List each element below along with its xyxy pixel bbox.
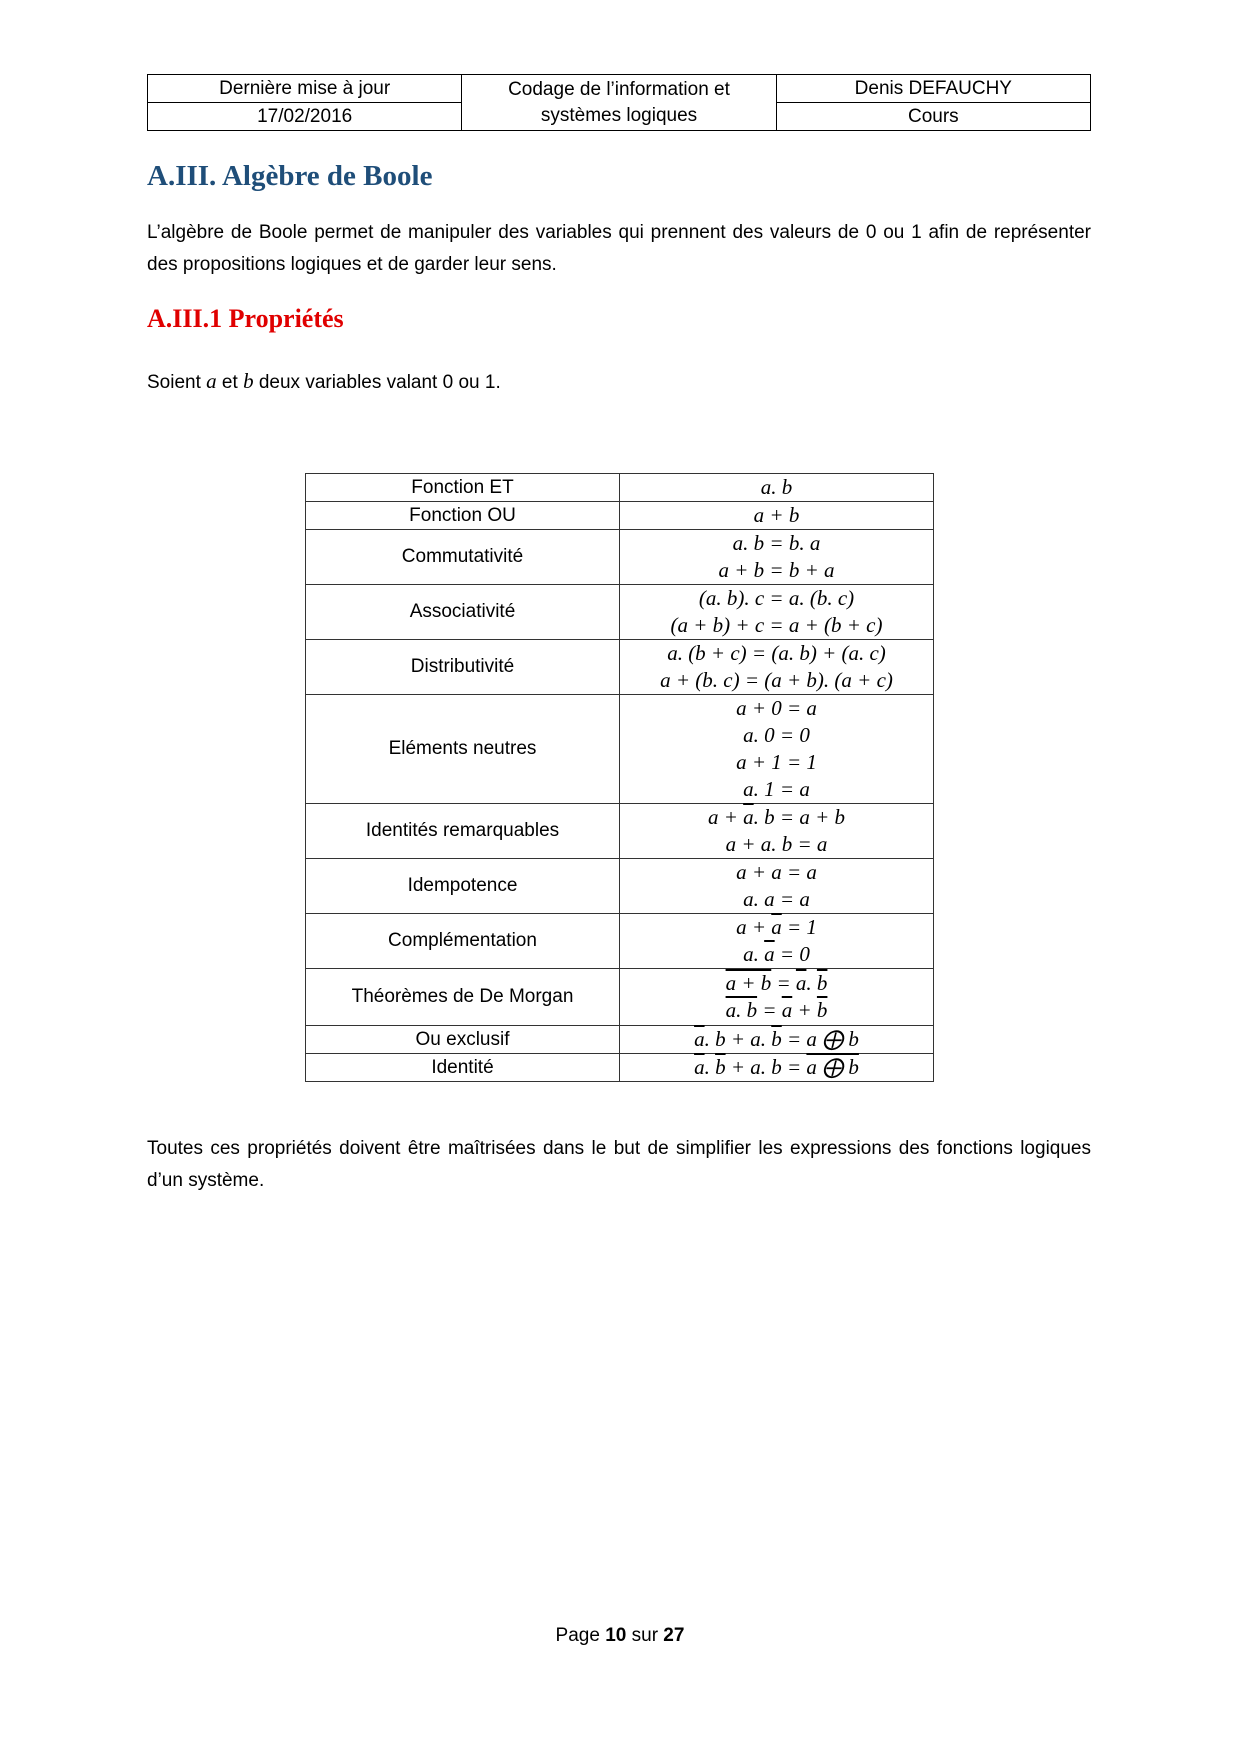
formula [620, 970, 933, 997]
course-title [462, 75, 776, 131]
property-name: Fonction OU [306, 502, 620, 530]
negated-term: $\overline{a}$ [764, 942, 775, 966]
property-name: Complémentation [306, 914, 620, 969]
table-row [306, 804, 934, 859]
formula [620, 640, 933, 667]
variables-statement [147, 365, 1091, 399]
formula-part: a. b [760, 475, 793, 499]
property-formulas [620, 1026, 934, 1054]
formula-part: = [757, 998, 782, 1022]
subsection-title: A.III.1 Propriétés [147, 304, 344, 333]
property-name: Fonction ET [306, 474, 620, 502]
table-row [306, 585, 934, 640]
negated-term: $\overline{a}$ [795, 971, 807, 995]
conclusion-paragraph: Toutes ces propriétés doivent être maîtrisées dans le but de simplifier les expressions des fonctions logiques d’un système. [147, 1138, 1091, 1191]
negated-term: $\overline{b}$ [816, 998, 828, 1022]
current-page: 10 [605, 1625, 627, 1646]
property-formulas [620, 502, 934, 530]
property-formulas [620, 804, 934, 859]
text: et [216, 372, 244, 393]
table-row [306, 1054, 934, 1082]
formula-part: a. b = b. a [732, 531, 821, 555]
formula-part: . b + a. [704, 1027, 772, 1051]
formula-part: a. 1 = a [743, 777, 810, 801]
negated-term: $\overline{a}$ [694, 1055, 705, 1079]
formula-part: a + a. b = a [725, 832, 828, 856]
formula [620, 530, 933, 557]
table-row [306, 530, 934, 585]
formula [620, 831, 933, 858]
formula-part: . b = a + b [753, 805, 845, 829]
formula-part: a + a = a [736, 860, 817, 884]
page-label: Page [555, 1625, 606, 1646]
var-b: b [243, 369, 254, 393]
table-row [306, 474, 934, 502]
negated-term: $\overline{a}$ [771, 915, 782, 939]
formula-part: = 1 [781, 915, 817, 939]
formula-part: = a ⨁ b [781, 1027, 859, 1051]
formula [620, 859, 933, 886]
property-name: Eléments neutres [306, 695, 620, 804]
formula-part: . [704, 1055, 716, 1079]
property-name: Distributivité [306, 640, 620, 695]
formula-part: a + 1 = 1 [736, 750, 817, 774]
property-formulas [620, 585, 934, 640]
formula [620, 914, 933, 941]
property-formulas [620, 914, 934, 969]
total-pages: 27 [663, 1625, 685, 1646]
negated-term: a. b [725, 998, 758, 1022]
formula-part: + [792, 998, 817, 1022]
formula [620, 695, 933, 722]
formula [620, 585, 933, 612]
table-row [306, 859, 934, 914]
negated-term: $\overline{a}$ [743, 805, 754, 829]
formula-part: (a + b) + c = a + (b + c) [670, 613, 883, 637]
formula [620, 1026, 933, 1053]
formula-part: a. a = a [743, 887, 810, 911]
formula-part: a + b = b + a [718, 558, 835, 582]
formula-part: a. 0 = 0 [743, 723, 810, 747]
property-formulas [620, 695, 934, 804]
property-name: Identités remarquables [306, 804, 620, 859]
property-name: Associativité [306, 585, 620, 640]
table-row [306, 502, 934, 530]
table-row [306, 695, 934, 804]
formula-part: a + b [753, 503, 800, 527]
negated-term: $\overline{b}$ [771, 1027, 782, 1051]
last-update-label: Dernière mise à jour [148, 75, 462, 103]
author: Denis DEFAUCHY [776, 75, 1090, 103]
property-formulas [620, 1054, 934, 1082]
property-formulas [620, 859, 934, 914]
table-row [306, 1026, 934, 1054]
formula [620, 474, 933, 501]
property-formulas [620, 640, 934, 695]
formula [620, 997, 933, 1024]
formula [620, 667, 933, 694]
formula [620, 776, 933, 803]
negated-term: a + b [725, 971, 772, 995]
property-formulas [620, 530, 934, 585]
formula-part: = [771, 971, 796, 995]
formula-part: = 0 [774, 942, 810, 966]
course-title-line1: Codage de l’information et [508, 78, 730, 100]
property-formulas [620, 969, 934, 1026]
formula [620, 557, 933, 584]
formula [620, 612, 933, 639]
formula-part: a + [736, 915, 772, 939]
formula [620, 804, 933, 831]
formula-part: + a. b = [725, 1055, 807, 1079]
course-title-line2: systèmes logiques [540, 104, 698, 126]
of-label: sur [626, 1625, 664, 1646]
document-header [147, 74, 1091, 131]
text: Soient [147, 372, 207, 393]
formula [620, 886, 933, 913]
formula [620, 941, 933, 968]
negated-term: $\overline{a}$ [781, 998, 793, 1022]
property-name: Théorèmes de De Morgan [306, 969, 620, 1026]
property-name: Ou exclusif [306, 1026, 620, 1054]
var-a: a [206, 369, 217, 393]
formula-part: . [806, 971, 817, 995]
property-formulas [620, 474, 934, 502]
intro-paragraph: L’algèbre de Boole permet de manipuler des variables qui prennent des valeurs de 0 ou 1 afin de représenter des propositions logiques et de garder leur sens. [147, 222, 1091, 275]
doc-type: Cours [776, 103, 1090, 131]
negated-term: $\overline{b}$ [816, 971, 828, 995]
formula [620, 749, 933, 776]
property-name: Idempotence [306, 859, 620, 914]
formula-part: a. [743, 942, 765, 966]
formula-part: a + [707, 805, 744, 829]
table-row [306, 640, 934, 695]
negated-term: $\overline{a}$ [694, 1027, 705, 1051]
formula-part: a. (b + c) = (a. b) + (a. c) [667, 641, 886, 665]
formula [620, 722, 933, 749]
property-name: Commutativité [306, 530, 620, 585]
formula-part: a + (b. c) = (a + b). (a + c) [660, 668, 893, 692]
update-date: 17/02/2016 [148, 103, 462, 131]
property-name: Identité [306, 1054, 620, 1082]
section-title: A.III. Algèbre de Boole [147, 160, 433, 192]
negated-term: a ⨁ b [806, 1055, 859, 1079]
text: deux variables valant 0 ou 1. [253, 372, 501, 393]
page-number [0, 1625, 1240, 1647]
properties-table [305, 473, 934, 1082]
formula [620, 502, 933, 529]
table-row [306, 969, 934, 1026]
formula-part: (a. b). c = a. (b. c) [698, 586, 855, 610]
negated-term: $\overline{b}$ [715, 1055, 726, 1079]
table-row [306, 914, 934, 969]
formula [620, 1054, 933, 1081]
formula-part: a + 0 = a [736, 696, 817, 720]
